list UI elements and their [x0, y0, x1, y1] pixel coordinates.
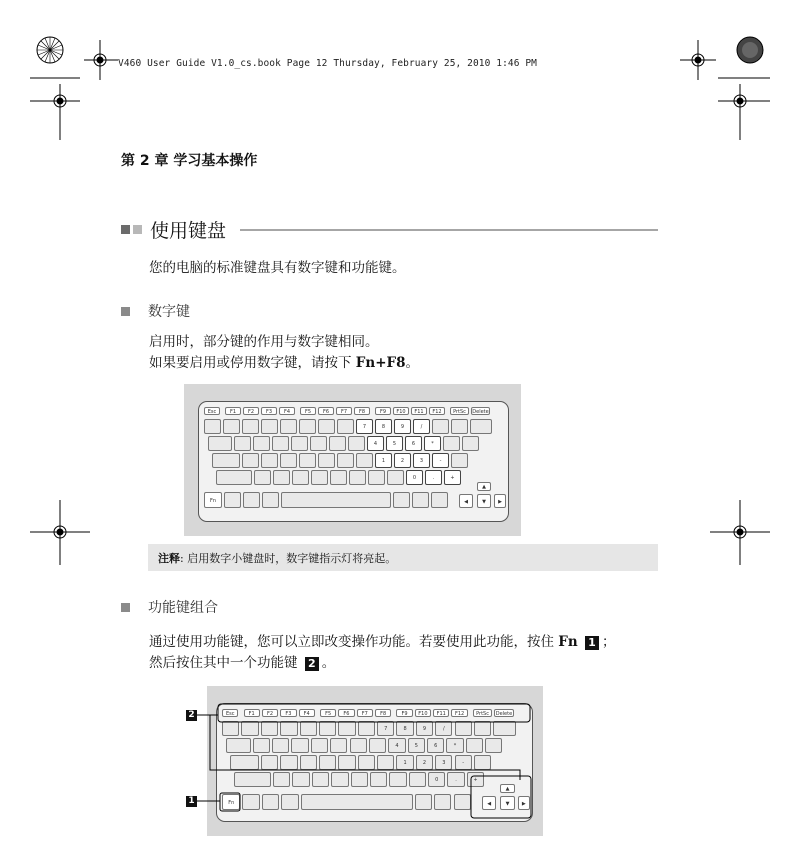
arrow-down-key: ▼: [477, 494, 491, 508]
intro-text: 您的电脑的标准键盘具有数字键和功能键。: [149, 260, 406, 276]
function-key: F3: [280, 709, 296, 717]
numpad-key: 6: [405, 436, 422, 451]
function-line2-end: 。: [321, 655, 336, 671]
numeric-heading: 数字键: [148, 304, 190, 320]
function-key: F6: [338, 709, 354, 717]
function-line2-text: 然后按住其中一个功能键: [149, 655, 302, 671]
arrow-up-key: ▲: [477, 482, 491, 491]
arrow-left-key: ◀: [482, 796, 496, 810]
numpad-key: 2: [416, 755, 433, 770]
function-key: F8: [375, 709, 391, 717]
numpad-key: 5: [408, 738, 425, 753]
numpad-key: 9: [394, 419, 411, 434]
fn-key: Fn: [204, 492, 222, 508]
arrow-right-key: ▶: [518, 796, 530, 810]
function-key: F12: [429, 407, 445, 415]
fn-f8-keys: Fn+F8: [355, 355, 406, 371]
function-key: F8: [354, 407, 370, 415]
function-key: F11: [411, 407, 427, 415]
function-key: F5: [300, 407, 316, 415]
function-key: F7: [336, 407, 352, 415]
function-key: F9: [396, 709, 412, 717]
function-key: Esc: [204, 407, 220, 415]
numpad-key: .: [447, 772, 464, 787]
function-line1-end: ；: [602, 634, 616, 650]
function-key: F1: [244, 709, 260, 717]
numeric-line1: 启用时，部分键的作用与数字键相同。: [149, 334, 379, 350]
numpad-key: 1: [396, 755, 413, 770]
function-key: F10: [415, 709, 431, 717]
numpad-key: 0: [428, 772, 445, 787]
numpad-key: 9: [416, 721, 433, 736]
numpad-key: 7: [356, 419, 373, 434]
function-key: Delete: [495, 711, 513, 717]
numpad-key: +: [467, 772, 484, 787]
arrow-up-key: ▲: [500, 784, 514, 793]
function-key: F5: [320, 709, 336, 717]
arrow-left-key: ◀: [459, 494, 473, 508]
function-key: F11: [433, 709, 449, 717]
function-key: Esc: [222, 709, 238, 717]
numeric-line2-text: 如果要启用或停用数字键，请按下: [149, 355, 356, 371]
chapter-title: 第 2 章 学习基本操作: [121, 153, 258, 169]
function-heading: 功能键组合: [148, 600, 218, 616]
numpad-key: -: [432, 453, 449, 468]
numpad-key: 8: [375, 419, 392, 434]
function-line1-text: 通过使用功能键，您可以立即改变操作功能。若要使用此功能，按住: [149, 634, 559, 650]
function-key: Delete: [472, 409, 489, 415]
note-text: : 启用数字小键盘时，数字键指示灯将亮起。: [180, 551, 397, 565]
note-label: 注释: [158, 551, 180, 565]
function-key: F6: [318, 407, 334, 415]
numpad-key: *: [446, 738, 463, 753]
print-header: V460 User Guide V1.0_cs.book Page 12 Thursday, February 25, 2010 1:46 PM: [118, 58, 538, 69]
function-key: F12: [451, 709, 467, 717]
function-key: F4: [279, 407, 295, 415]
function-key: PrtSc: [450, 407, 469, 415]
function-key: F2: [262, 709, 278, 717]
numpad-key: 3: [413, 453, 430, 468]
numpad-key: 4: [367, 436, 384, 451]
numpad-key: 5: [386, 436, 403, 451]
numpad-key: 3: [435, 755, 452, 770]
numeric-line2-end: 。: [405, 355, 419, 371]
numpad-key: 1: [375, 453, 392, 468]
numpad-key: 6: [427, 738, 444, 753]
numpad-key: 8: [396, 721, 413, 736]
numpad-key: *: [424, 436, 441, 451]
badge-2: 2: [305, 657, 319, 671]
numpad-key: /: [435, 721, 452, 736]
function-key: F4: [299, 709, 315, 717]
callout-1: 1: [186, 796, 197, 807]
arrow-right-key: ▶: [494, 494, 506, 508]
fn-key-text: Fn: [558, 634, 578, 650]
function-key: F10: [393, 407, 409, 415]
function-key: F2: [243, 407, 259, 415]
numpad-key: -: [455, 755, 472, 770]
numpad-key: 4: [388, 738, 405, 753]
fn-key: Fn: [222, 794, 240, 810]
function-key: F1: [225, 407, 241, 415]
callout-2: 2: [186, 710, 197, 721]
numpad-key: .: [425, 470, 442, 485]
arrow-down-key: ▼: [500, 796, 514, 810]
numpad-key: +: [444, 470, 461, 485]
section-title: 使用键盘: [150, 220, 227, 242]
function-key: F7: [357, 709, 373, 717]
numpad-key: 2: [394, 453, 411, 468]
numpad-key: 0: [406, 470, 423, 485]
badge-1: 1: [585, 636, 599, 650]
numpad-key: 7: [377, 721, 394, 736]
function-key: PrtSc: [473, 709, 492, 717]
function-key: F3: [261, 407, 277, 415]
function-key: F9: [375, 407, 391, 415]
numpad-key: /: [413, 419, 430, 434]
